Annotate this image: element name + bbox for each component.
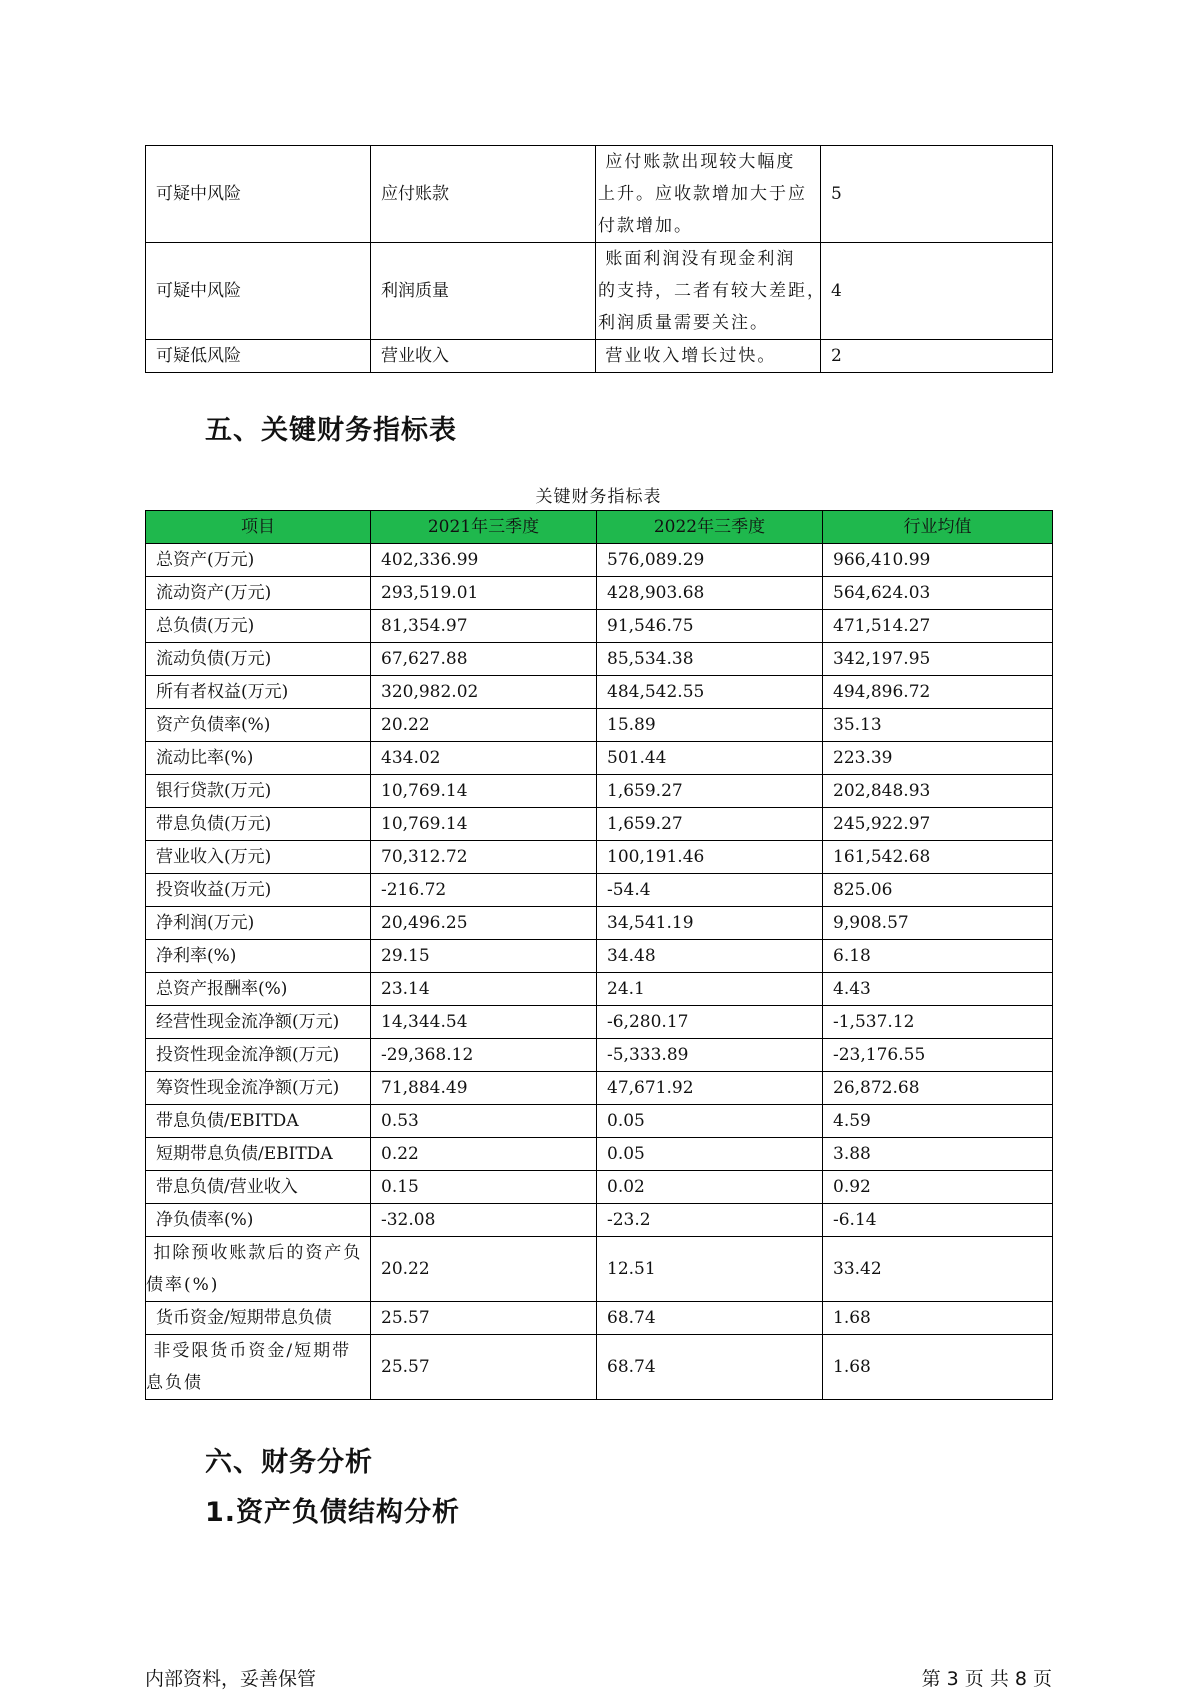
kpi-item-cell: 投资性现金流净额(万元) bbox=[146, 1039, 371, 1072]
kpi-2022-cell: 34.48 bbox=[597, 940, 823, 973]
kpi-avg-cell: 1.68 bbox=[823, 1302, 1053, 1335]
kpi-2022-cell: 501.44 bbox=[597, 742, 823, 775]
kpi-avg-cell: 4.43 bbox=[823, 973, 1053, 1006]
kpi-item-cell: 总资产(万元) bbox=[146, 544, 371, 577]
kpi-row bbox=[146, 1105, 1053, 1138]
kpi-item-cell: 总资产报酬率(%) bbox=[146, 973, 371, 1006]
risk-level-cell: 可疑低风险 bbox=[146, 340, 371, 373]
kpi-2021-cell: 434.02 bbox=[371, 742, 597, 775]
kpi-avg-cell: -1,537.12 bbox=[823, 1006, 1053, 1039]
risk-desc-line: 利润质量需要关注。 bbox=[598, 313, 769, 333]
kpi-avg-cell: 3.88 bbox=[823, 1138, 1053, 1171]
kpi-header-avg: 行业均值 bbox=[823, 511, 1053, 544]
kpi-item-cell: 带息负债/EBITDA bbox=[146, 1105, 371, 1138]
kpi-2022-cell: 15.89 bbox=[597, 709, 823, 742]
kpi-2022-cell: 0.05 bbox=[597, 1105, 823, 1138]
kpi-row bbox=[146, 1302, 1053, 1335]
kpi-row bbox=[146, 544, 1053, 577]
risk-desc-line: 账面利润没有现金利润 bbox=[598, 249, 796, 269]
kpi-2021-cell: 320,982.02 bbox=[371, 676, 597, 709]
kpi-avg-cell: 0.92 bbox=[823, 1171, 1053, 1204]
kpi-avg-cell: 471,514.27 bbox=[823, 610, 1053, 643]
risk-desc-line: 营业收入增长过快。 bbox=[598, 346, 777, 366]
kpi-avg-cell: 26,872.68 bbox=[823, 1072, 1053, 1105]
kpi-item-cell: 带息负债(万元) bbox=[146, 808, 371, 841]
kpi-avg-cell: 202,848.93 bbox=[823, 775, 1053, 808]
kpi-item-cell: 流动资产(万元) bbox=[146, 577, 371, 610]
kpi-2022-cell: -5,333.89 bbox=[597, 1039, 823, 1072]
kpi-item-cell: 净利率(%) bbox=[146, 940, 371, 973]
kpi-2022-cell: 12.51 bbox=[597, 1237, 823, 1302]
kpi-avg-cell: -6.14 bbox=[823, 1204, 1053, 1237]
kpi-row bbox=[146, 1072, 1053, 1105]
kpi-2021-cell: 14,344.54 bbox=[371, 1006, 597, 1039]
kpi-item-cell: 筹资性现金流净额(万元) bbox=[146, 1072, 371, 1105]
kpi-row bbox=[146, 808, 1053, 841]
kpi-row bbox=[146, 1138, 1053, 1171]
kpi-item-cell: 营业收入(万元) bbox=[146, 841, 371, 874]
kpi-2022-cell: -54.4 bbox=[597, 874, 823, 907]
kpi-table bbox=[145, 510, 1053, 1400]
kpi-row bbox=[146, 1006, 1053, 1039]
kpi-2021-cell: 25.57 bbox=[371, 1302, 597, 1335]
kpi-avg-cell: 33.42 bbox=[823, 1237, 1053, 1302]
kpi-row bbox=[146, 610, 1053, 643]
kpi-2021-cell: 293,519.01 bbox=[371, 577, 597, 610]
kpi-header-item: 项目 bbox=[146, 511, 371, 544]
kpi-avg-cell: 35.13 bbox=[823, 709, 1053, 742]
kpi-avg-cell: -23,176.55 bbox=[823, 1039, 1053, 1072]
kpi-2022-cell: 0.05 bbox=[597, 1138, 823, 1171]
kpi-2022-cell: 484,542.55 bbox=[597, 676, 823, 709]
kpi-avg-cell: 9,908.57 bbox=[823, 907, 1053, 940]
section6-title: 六、财务分析 bbox=[205, 1447, 373, 1478]
kpi-2021-cell: 20.22 bbox=[371, 709, 597, 742]
kpi-item-cell: 总负债(万元) bbox=[146, 610, 371, 643]
kpi-2021-cell: -32.08 bbox=[371, 1204, 597, 1237]
kpi-2021-cell: -29,368.12 bbox=[371, 1039, 597, 1072]
kpi-2022-cell: 68.74 bbox=[597, 1302, 823, 1335]
kpi-item-cell: 扣除预收账款后的资产负债率(%) bbox=[146, 1237, 371, 1302]
kpi-row bbox=[146, 742, 1053, 775]
footer-confidential: 内部资料，妥善保管 bbox=[145, 1668, 317, 1690]
kpi-row bbox=[146, 940, 1053, 973]
kpi-2021-cell: 67,627.88 bbox=[371, 643, 597, 676]
kpi-2022-cell: 428,903.68 bbox=[597, 577, 823, 610]
risk-row bbox=[146, 340, 1053, 373]
kpi-avg-cell: 825.06 bbox=[823, 874, 1053, 907]
risk-item-cell: 营业收入 bbox=[371, 340, 596, 373]
risk-desc-cell bbox=[596, 243, 826, 340]
kpi-2021-cell: 20.22 bbox=[371, 1237, 597, 1302]
kpi-row bbox=[146, 907, 1053, 940]
kpi-2021-cell: 81,354.97 bbox=[371, 610, 597, 643]
kpi-avg-cell: 342,197.95 bbox=[823, 643, 1053, 676]
kpi-item-cell: 带息负债/营业收入 bbox=[146, 1171, 371, 1204]
kpi-item-cell: 投资收益(万元) bbox=[146, 874, 371, 907]
risk-level-cell: 可疑中风险 bbox=[146, 243, 371, 340]
kpi-avg-cell: 4.59 bbox=[823, 1105, 1053, 1138]
risk-desc-cell bbox=[596, 340, 821, 373]
kpi-2022-cell: 576,089.29 bbox=[597, 544, 823, 577]
kpi-2021-cell: -216.72 bbox=[371, 874, 597, 907]
kpi-avg-cell: 6.18 bbox=[823, 940, 1053, 973]
kpi-2022-cell: 0.02 bbox=[597, 1171, 823, 1204]
kpi-item-cell: 净利润(万元) bbox=[146, 907, 371, 940]
kpi-2022-cell: 24.1 bbox=[597, 973, 823, 1006]
kpi-row bbox=[146, 1039, 1053, 1072]
risk-desc-line: 的支持，二者有较大差距， bbox=[598, 281, 826, 301]
risk-item-cell: 应付账款 bbox=[371, 146, 596, 243]
risk-row bbox=[146, 243, 1053, 340]
footer-page-number: 第 3 页 共 8 页 bbox=[921, 1668, 1052, 1690]
kpi-2021-cell: 402,336.99 bbox=[371, 544, 597, 577]
kpi-2021-cell: 25.57 bbox=[371, 1335, 597, 1400]
risk-desc-cell bbox=[596, 146, 821, 243]
kpi-2022-cell: -23.2 bbox=[597, 1204, 823, 1237]
kpi-avg-cell: 966,410.99 bbox=[823, 544, 1053, 577]
kpi-2021-cell: 0.22 bbox=[371, 1138, 597, 1171]
kpi-avg-cell: 245,922.97 bbox=[823, 808, 1053, 841]
kpi-row bbox=[146, 973, 1053, 1006]
kpi-avg-cell: 494,896.72 bbox=[823, 676, 1053, 709]
kpi-row bbox=[146, 1237, 1053, 1302]
risk-desc-line: 付款增加。 bbox=[598, 216, 693, 236]
risk-table bbox=[145, 145, 1053, 373]
kpi-2022-cell: 100,191.46 bbox=[597, 841, 823, 874]
risk-score-cell: 2 bbox=[821, 340, 1053, 373]
kpi-item-cell: 短期带息负债/EBITDA bbox=[146, 1138, 371, 1171]
kpi-2022-cell: 68.74 bbox=[597, 1335, 823, 1400]
risk-desc-line: 上升。应收款增加大于应 bbox=[598, 184, 807, 204]
kpi-2022-cell: 1,659.27 bbox=[597, 808, 823, 841]
kpi-avg-cell: 1.68 bbox=[823, 1335, 1053, 1400]
kpi-item-cell: 流动比率(%) bbox=[146, 742, 371, 775]
kpi-table-caption: 关键财务指标表 bbox=[535, 487, 662, 507]
kpi-item-cell: 经营性现金流净额(万元) bbox=[146, 1006, 371, 1039]
kpi-row bbox=[146, 1171, 1053, 1204]
kpi-item-cell: 银行贷款(万元) bbox=[146, 775, 371, 808]
kpi-row bbox=[146, 874, 1053, 907]
kpi-avg-cell: 564,624.03 bbox=[823, 577, 1053, 610]
kpi-2021-cell: 23.14 bbox=[371, 973, 597, 1006]
kpi-item-cell: 货币资金/短期带息负债 bbox=[146, 1302, 371, 1335]
section5-title: 五、关键财务指标表 bbox=[205, 415, 457, 446]
kpi-row bbox=[146, 676, 1053, 709]
kpi-2021-cell: 0.15 bbox=[371, 1171, 597, 1204]
risk-score-cell: 4 bbox=[821, 243, 1053, 340]
kpi-2021-cell: 10,769.14 bbox=[371, 775, 597, 808]
kpi-2022-cell: -6,280.17 bbox=[597, 1006, 823, 1039]
kpi-avg-cell: 223.39 bbox=[823, 742, 1053, 775]
section6-1-title: 1.资产负债结构分析 bbox=[205, 1497, 461, 1528]
risk-level-cell: 可疑中风险 bbox=[146, 146, 371, 243]
kpi-item-cell: 非受限货币资金/短期带息负债 bbox=[146, 1335, 371, 1400]
risk-score-cell: 5 bbox=[821, 146, 1053, 243]
kpi-row bbox=[146, 709, 1053, 742]
kpi-header-row bbox=[146, 511, 1053, 544]
kpi-item-cell: 所有者权益(万元) bbox=[146, 676, 371, 709]
kpi-2021-cell: 71,884.49 bbox=[371, 1072, 597, 1105]
kpi-row bbox=[146, 841, 1053, 874]
kpi-row bbox=[146, 1335, 1053, 1400]
risk-item-cell: 利润质量 bbox=[371, 243, 596, 340]
kpi-row bbox=[146, 775, 1053, 808]
kpi-2022-cell: 85,534.38 bbox=[597, 643, 823, 676]
kpi-2022-cell: 91,546.75 bbox=[597, 610, 823, 643]
kpi-item-cell: 资产负债率(%) bbox=[146, 709, 371, 742]
risk-row bbox=[146, 146, 1053, 243]
kpi-2021-cell: 0.53 bbox=[371, 1105, 597, 1138]
kpi-2022-cell: 1,659.27 bbox=[597, 775, 823, 808]
kpi-row bbox=[146, 1204, 1053, 1237]
kpi-row bbox=[146, 643, 1053, 676]
kpi-2022-cell: 34,541.19 bbox=[597, 907, 823, 940]
risk-desc-line: 应付账款出现较大幅度 bbox=[598, 152, 796, 172]
kpi-2021-cell: 10,769.14 bbox=[371, 808, 597, 841]
kpi-header-2021: 2021年三季度 bbox=[371, 511, 597, 544]
kpi-item-cell: 净负债率(%) bbox=[146, 1204, 371, 1237]
kpi-2021-cell: 29.15 bbox=[371, 940, 597, 973]
kpi-avg-cell: 161,542.68 bbox=[823, 841, 1053, 874]
kpi-2021-cell: 20,496.25 bbox=[371, 907, 597, 940]
kpi-header-2022: 2022年三季度 bbox=[597, 511, 823, 544]
kpi-item-cell: 流动负债(万元) bbox=[146, 643, 371, 676]
kpi-2021-cell: 70,312.72 bbox=[371, 841, 597, 874]
kpi-row bbox=[146, 577, 1053, 610]
kpi-2022-cell: 47,671.92 bbox=[597, 1072, 823, 1105]
